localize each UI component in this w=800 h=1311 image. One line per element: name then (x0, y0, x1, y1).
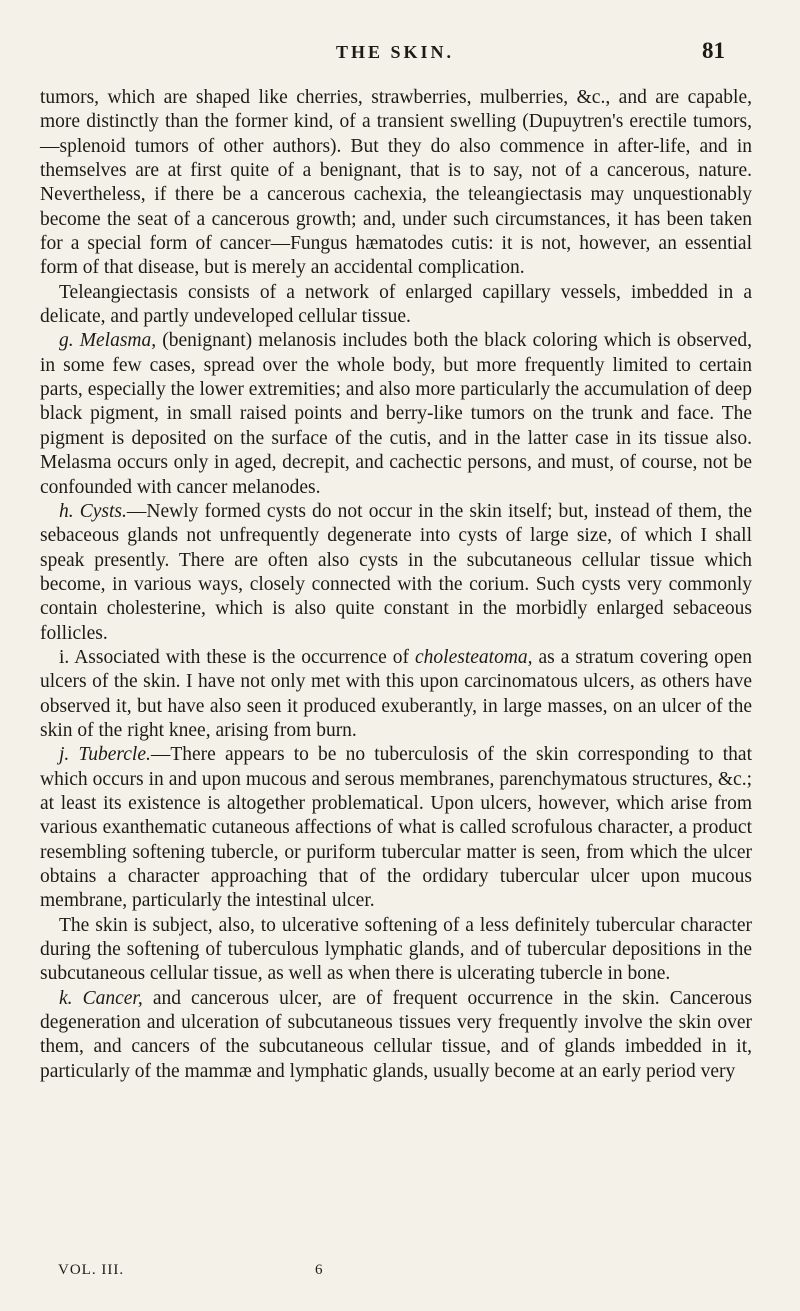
section-tubercle (40, 743, 752, 913)
section-text-cancer: and cancerous ulcer, are of frequent occurrence in the skin. Cancerous degeneration and ulceration of subcutaneous tissues very frequently involve the skin over them, and cancers of the subcutaneous cellular tissue, and of glands imbedded in it, particularly of the mammæ and lymphatic glands, usually become at an early period very (40, 987, 752, 1082)
section-melasma (40, 329, 752, 499)
section-cancer (40, 987, 752, 1084)
section-label-melasma: g. Melasma, (59, 330, 157, 352)
section-label-cysts: h. Cysts. (59, 500, 127, 522)
running-head: THE SKIN. (335, 42, 455, 62)
page-number: 81 (702, 38, 725, 63)
section-label-cholesteatoma: i. Associated with these is the occurrence of (59, 646, 416, 668)
body-text (40, 86, 752, 1084)
page-footer (58, 1262, 658, 1286)
paragraph-continuation: tumors, which are shaped like cherries, strawberries, mulberries, &c., and are capable, more distinctly than the former kind, of a transient swelling (Dupuytren's erectile tumors,—splenoid tumors of other authors). But they do also commence in after-life, and in themselves are at first quite of a benignant, that is to say, not of a cancerous, nature. Nevertheless, if there be a cancerous cachexia, the teleangiectasis may unquestionably become the seat of a cancerous growth; and, under such circumstances, it has been taken for a special form of cancer—Fungus hæmatodes cutis: it is not, however, an essential form of that disease, but is merely an accidental complication. (40, 87, 752, 279)
section-text-cysts: —Newly formed cysts do not occur in the skin itself; but, instead of them, the sebaceous glands not unfrequently degenerate into cysts of large size, of which I shall speak presently. There are often also cysts in the subcutaneous cellular tissue which become, in various ways, closely connected with the corium. Such cysts very commonly contain cholesterine, which is also quite constant in the morbidly enlarged sebaceous follicles. (40, 500, 752, 644)
paragraph-teleangiectasis: Teleangiectasis consists of a network of enlarged capillary vessels, imbedded in a delicate, and partly undeveloped cellular tissue. (40, 281, 752, 328)
signature-mark: 6 (315, 1262, 323, 1278)
paragraph-tubercular-softening: The skin is subject, also, to ulcerative softening of a less definitely tubercular character during the softening of tuberculous lymphatic glands, and of tubercular depositions in the subcutaneous cellular tissue, as well as when there is ulcerating tubercle in bone. (40, 914, 752, 985)
page-header (75, 38, 725, 72)
section-cysts (40, 500, 752, 646)
term-cholesteatoma: cholesteatoma, (415, 646, 533, 668)
section-label-cancer: k. Cancer, (59, 987, 143, 1009)
section-text-melasma: (benignant) melanosis includes both the black coloring which is observed, in some few cases, spread over the whole body, but more frequently limited to certain parts, especially the lower extremities; and also more particularly the accumulation of deep black pigment, in small raised points and berry-like tumors on the trunk and face. The pigment is deposited on the surface of the cutis, and in the latter case in its tissue also. Melasma occurs only in aged, decrepit, and cachectic persons, and must, of course, not be confounded with cancer melanodes. (40, 330, 752, 498)
section-label-tubercle: j. Tubercle. (59, 744, 151, 766)
section-text-tubercle: —There appears to be no tuberculosis of the skin corresponding to that which occurs in and upon mucous and serous membranes, parenchymatous structures, &c.; at least its existence is altogether problematical. Upon ulcers, however, which arise from various exanthematic cutaneous affections of what is called scrofulous character, a product resembling softening tubercle, or puriform tubercular matter is seen, from which the ulcer obtains a character approaching that of the ordidary tubercular ulcer upon mucous membrane, particularly the intestinal ulcer. (40, 744, 753, 912)
section-text-cholesteatoma: as a stratum covering open ulcers of the skin. I have not only met with this upon carcinomatous ulcers, as others have observed it, but have also seen it produced exuberantly, in large masses, on an ulcer of the skin of the right knee, arising from burn. (40, 646, 752, 741)
section-cholesteatoma (40, 646, 752, 743)
volume-mark: VOL. III. (58, 1262, 125, 1278)
